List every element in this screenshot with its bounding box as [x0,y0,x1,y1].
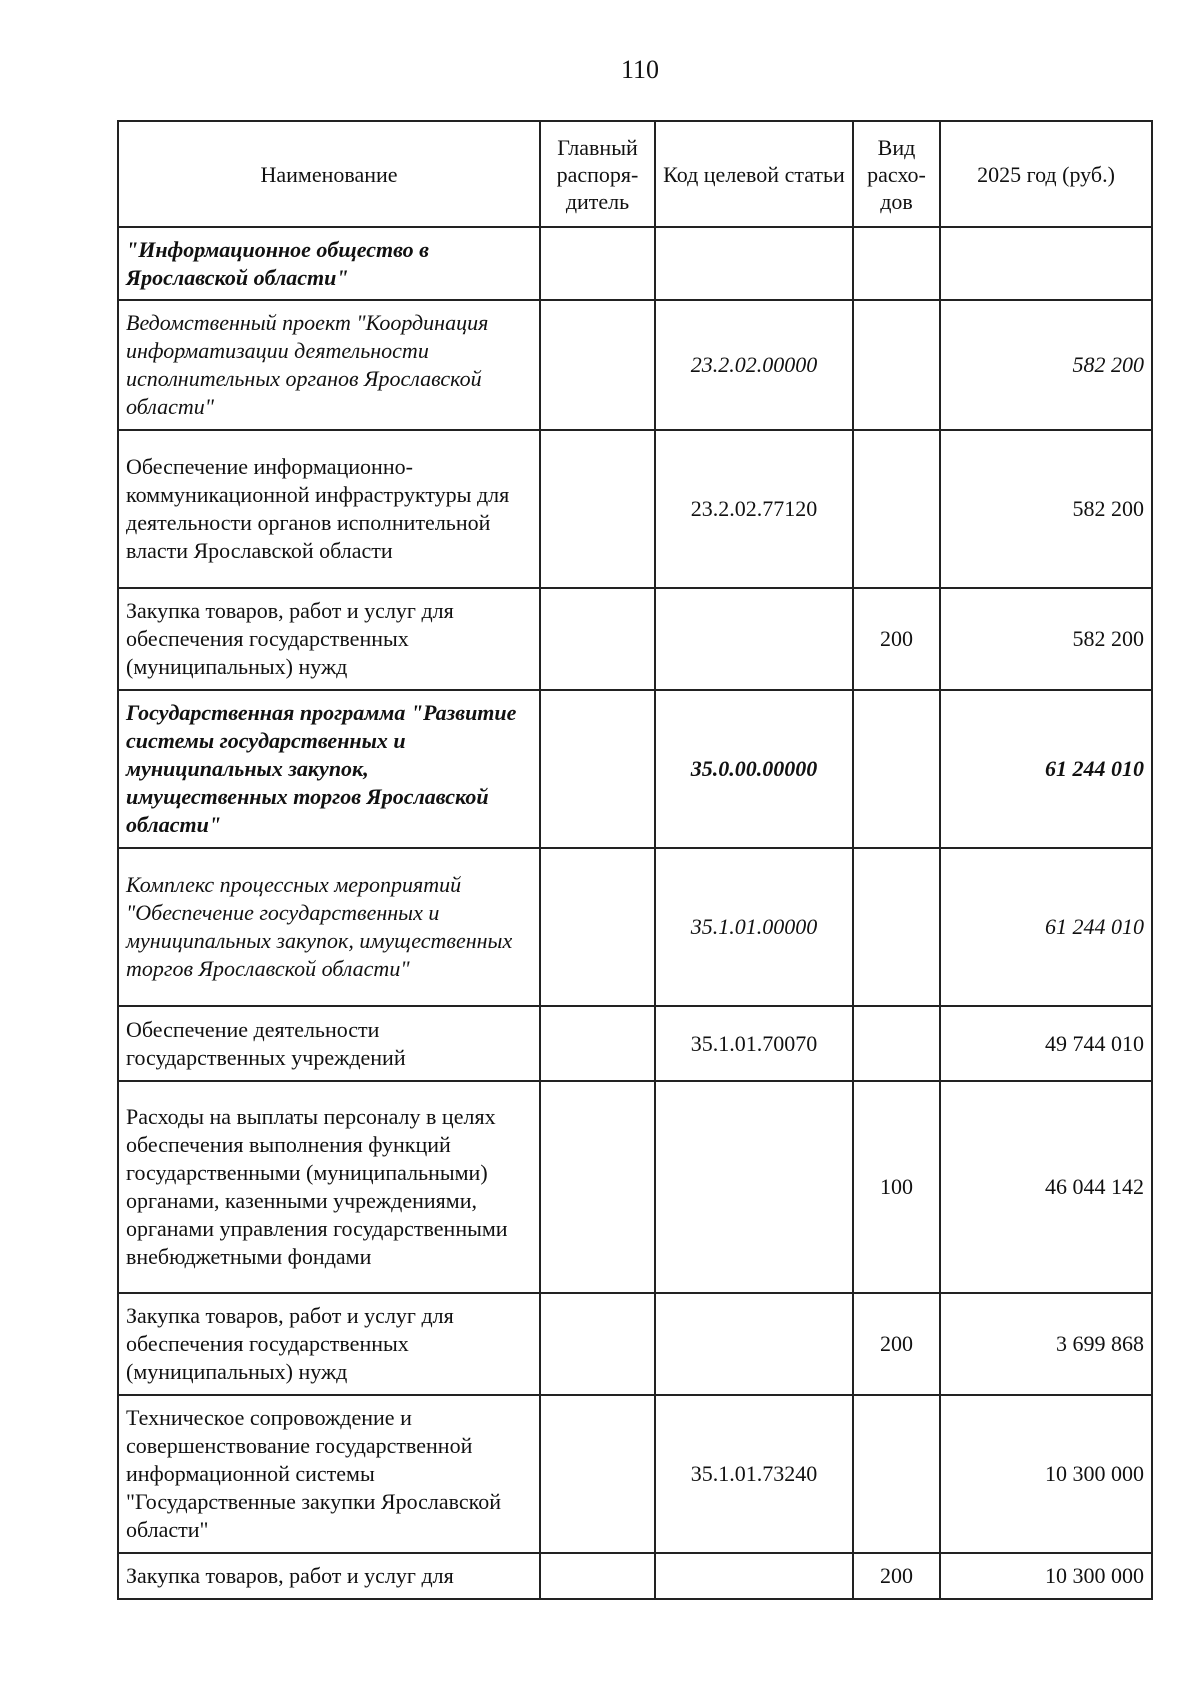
row-amount: 46 044 142 [940,1081,1152,1293]
row-code: 35.1.01.70070 [655,1006,853,1081]
row-name: Обеспечение информационно-коммуникационной инфраструктуры для деятельности органов исполнительной власти Ярославской области [118,430,540,588]
table-row [118,430,1152,588]
table-header-row [118,121,1152,227]
row-manager [540,1081,655,1293]
row-type: 200 [853,1293,940,1395]
row-type: 200 [853,1553,940,1599]
row-code: 35.0.00.00000 [655,690,853,848]
table-row [118,1081,1152,1293]
header-amount: 2025 год (руб.) [940,121,1152,227]
table-row [118,690,1152,848]
table-row [118,1006,1152,1081]
row-manager [540,1553,655,1599]
table-row [118,300,1152,430]
row-code [655,1293,853,1395]
row-type [853,300,940,430]
row-amount: 61 244 010 [940,848,1152,1006]
row-amount: 10 300 000 [940,1395,1152,1553]
row-amount [940,227,1152,300]
row-amount: 10 300 000 [940,1553,1152,1599]
row-type [853,1395,940,1553]
row-code [655,1081,853,1293]
row-name: Ведомственный проект "Координация информатизации деятельности исполнительных органов Ярославской области" [118,300,540,430]
page-number: 110 [620,55,660,84]
table-row [118,848,1152,1006]
row-code: 35.1.01.00000 [655,848,853,1006]
row-type [853,430,940,588]
row-code: 23.2.02.77120 [655,430,853,588]
table-row [118,588,1152,690]
row-manager [540,430,655,588]
row-amount: 582 200 [940,588,1152,690]
row-code: 23.2.02.00000 [655,300,853,430]
row-name: Закупка товаров, работ и услуг для обеспечения государственных (муниципальных) нужд [118,588,540,690]
row-manager [540,300,655,430]
row-manager [540,1395,655,1553]
row-amount: 49 744 010 [940,1006,1152,1081]
row-manager [540,690,655,848]
budget-table [117,120,1153,1600]
row-manager [540,848,655,1006]
row-name: Комплекс процессных мероприятий "Обеспечение государственных и муниципальных закупок, имущественных торгов Ярославской области" [118,848,540,1006]
row-name: Закупка товаров, работ и услуг для [118,1553,540,1599]
table-row [118,1553,1152,1599]
row-name: Техническое сопровождение и совершенствование государственной информационной системы "Государственные закупки Ярославской области" [118,1395,540,1553]
row-type: 200 [853,588,940,690]
header-code: Код целевой статьи [655,121,853,227]
table-row [118,1395,1152,1553]
row-code [655,588,853,690]
row-type: 100 [853,1081,940,1293]
row-name: Расходы на выплаты персоналу в целях обеспечения выполнения функций государственными (муниципальными) органами, казенными учреждениями, органами управления государственными внебюджетными фондами [118,1081,540,1293]
row-name: Закупка товаров, работ и услуг для обеспечения государственных (муниципальных) нужд [118,1293,540,1395]
header-type: Вид расхо-дов [853,121,940,227]
row-amount: 582 200 [940,430,1152,588]
row-type [853,690,940,848]
row-manager [540,1006,655,1081]
table-row [118,227,1152,300]
header-manager: Главный распоря-дитель [540,121,655,227]
row-amount: 582 200 [940,300,1152,430]
table-row [118,1293,1152,1395]
row-manager [540,227,655,300]
row-type [853,227,940,300]
row-name: "Информационное общество в Ярославской области" [118,227,540,300]
row-manager [540,588,655,690]
row-type [853,1006,940,1081]
row-amount: 3 699 868 [940,1293,1152,1395]
row-manager [540,1293,655,1395]
header-name: Наименование [118,121,540,227]
row-name: Обеспечение деятельности государственных учреждений [118,1006,540,1081]
row-type [853,848,940,1006]
row-name: Государственная программа "Развитие системы государственных и муниципальных закупок, имущественных торгов Ярославской области" [118,690,540,848]
row-amount: 61 244 010 [940,690,1152,848]
row-code [655,1553,853,1599]
row-code [655,227,853,300]
row-code: 35.1.01.73240 [655,1395,853,1553]
